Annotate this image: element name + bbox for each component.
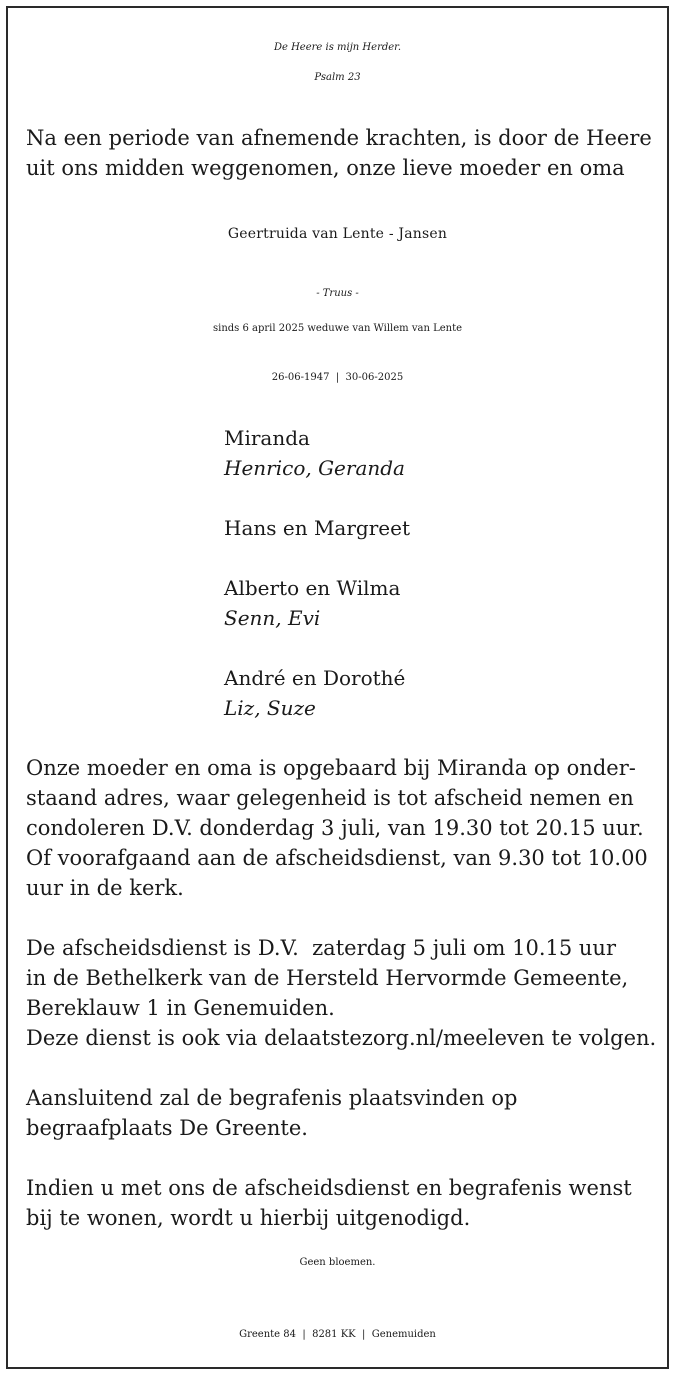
viewing-line-4: Of voorafgaand aan de afscheidsdienst, van 9.30 tot 10.00 <box>26 846 648 870</box>
widow-line: sinds 6 april 2025 weduwe van Willem van Lente <box>212 323 463 334</box>
service-line-3: Bereklauw 1 in Genemuiden. <box>26 996 335 1020</box>
family-children-1: Henrico, Geranda <box>224 456 405 480</box>
intro-line-1: Na een periode van afnemende krachten, is door de Heere <box>26 126 652 150</box>
family-children-4: Liz, Suze <box>224 696 316 720</box>
deceased-name: Geertruida van Lente - Jansen <box>227 226 448 242</box>
service-line-4: Deze dienst is ook via delaatstezorg.nl/meeleven te volgen. <box>26 1026 657 1050</box>
deceased-nickname: - Truus - <box>316 288 359 299</box>
viewing-line-1: Onze moeder en oma is opgebaard bij Miranda op onder- <box>26 756 636 780</box>
viewing-line-2: staand adres, waar gelegenheid is tot afscheid nemen en <box>26 786 634 810</box>
family-names-4: André en Dorothé <box>224 666 406 690</box>
family-names-3: Alberto en Wilma <box>224 576 401 600</box>
no-flowers-note: Geen bloemen. <box>299 1257 376 1268</box>
family-names-2: Hans en Margreet <box>224 516 410 540</box>
motto-line-1: De Heere is mijn Herder. <box>273 42 402 53</box>
family-children-3: Senn, Evi <box>224 606 321 630</box>
service-line-1: De afscheidsdienst is D.V. zaterdag 5 juli om 10.15 uur <box>26 936 616 960</box>
motto-line-2: Psalm 23 <box>314 72 361 83</box>
family-names-1: Miranda <box>224 426 310 450</box>
life-dates: 26-06-1947 | 30-06-2025 <box>271 372 404 383</box>
invitation-line-2: bij te wonen, wordt u hierbij uitgenodigd. <box>26 1206 471 1230</box>
viewing-line-3: condoleren D.V. donderdag 3 juli, van 19.30 tot 20.15 uur. <box>26 816 644 840</box>
service-line-2: in de Bethelkerk van de Hersteld Hervormde Gemeente, <box>26 966 629 990</box>
viewing-line-5: uur in de kerk. <box>26 876 184 900</box>
intro-line-2: uit ons midden weggenomen, onze lieve moeder en oma <box>26 156 625 180</box>
obituary-card <box>6 6 669 1369</box>
footer-address: Greente 84 | 8281 KK | Genemuiden <box>239 1329 436 1340</box>
burial-line-1: Aansluitend zal de begrafenis plaatsvinden op <box>26 1086 518 1110</box>
burial-line-2: begraafplaats De Greente. <box>26 1116 308 1140</box>
invitation-line-1: Indien u met ons de afscheidsdienst en begrafenis wenst <box>26 1176 632 1200</box>
